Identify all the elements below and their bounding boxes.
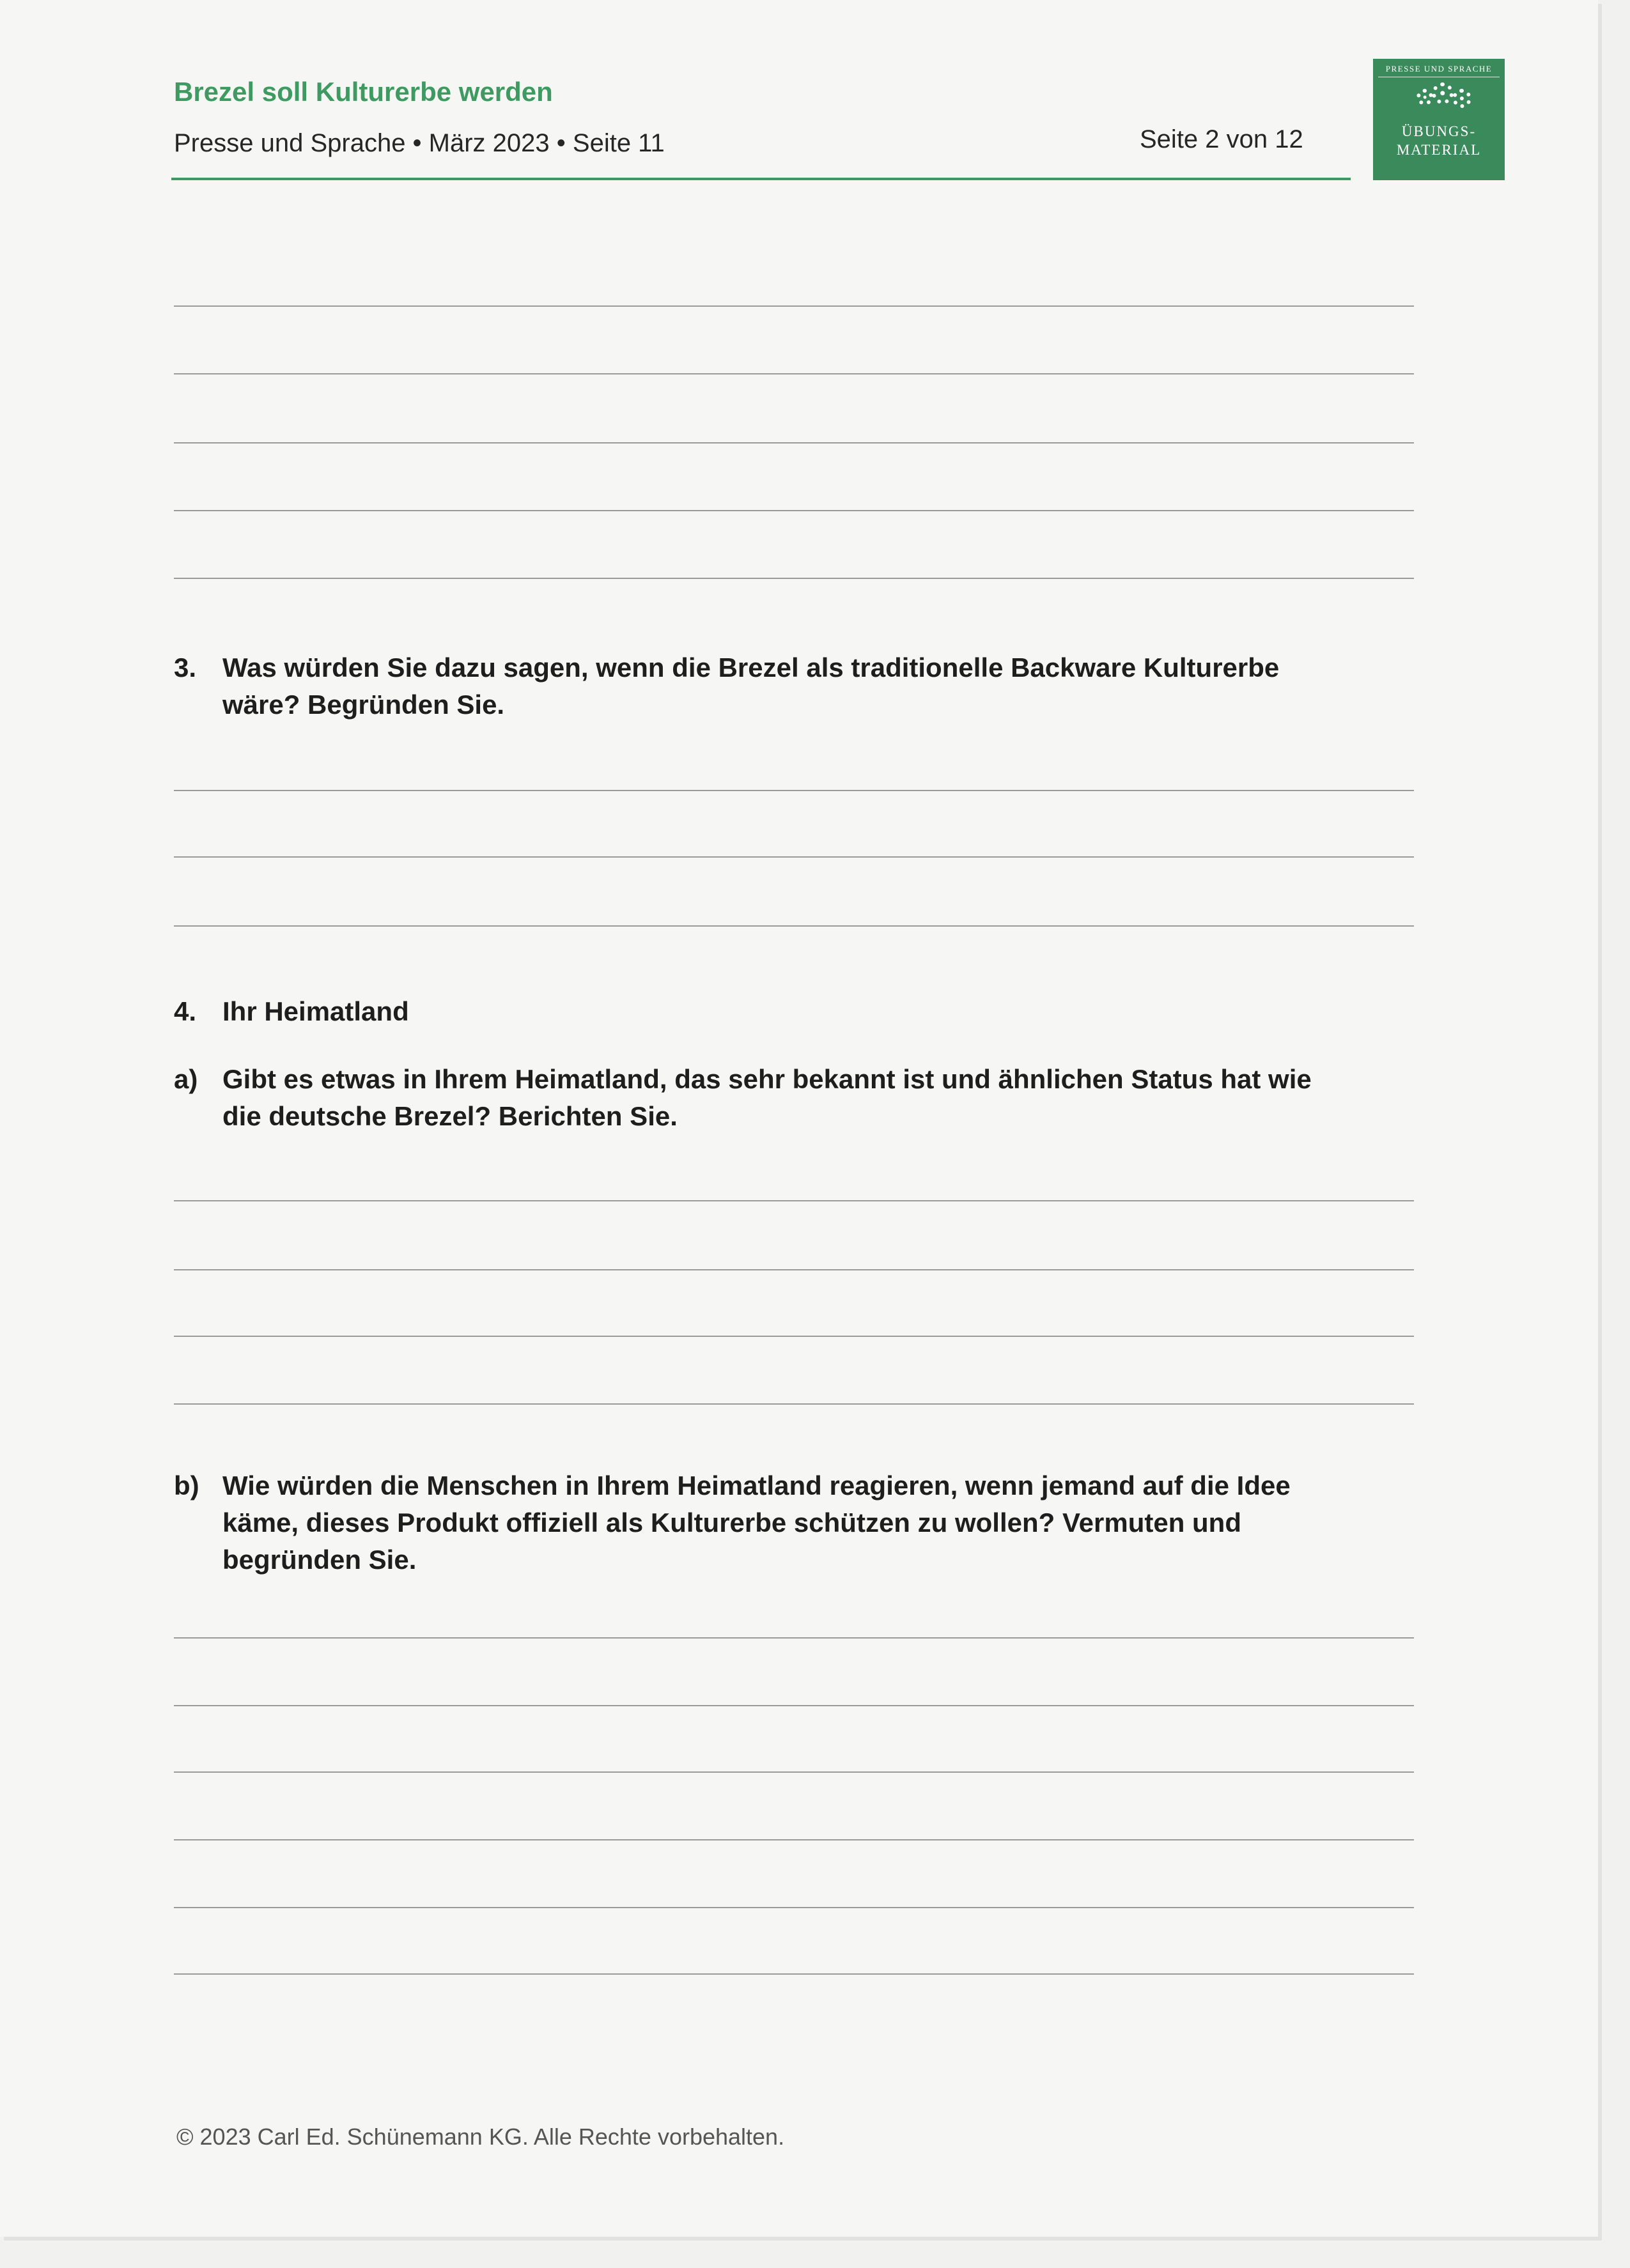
question-text-line: begründen Sie. <box>222 1545 417 1575</box>
question-number: 3. <box>174 652 197 683</box>
answer-line <box>174 1771 1414 1773</box>
answer-line <box>174 1839 1414 1840</box>
question-text-line: wäre? Begründen Sie. <box>222 690 505 720</box>
answer-line <box>174 305 1414 307</box>
publication-info: Presse und Sprache • März 2023 • Seite 11 <box>174 129 665 157</box>
answer-line <box>174 442 1414 444</box>
answer-line <box>174 925 1414 927</box>
question-number: b) <box>174 1470 199 1500</box>
copyright-notice: © 2023 Carl Ed. Schünemann KG. Alle Rechte vorbehalten. <box>176 2124 785 2150</box>
answer-line <box>174 578 1414 579</box>
worksheet-title: Brezel soll Kulturerbe werden <box>174 77 553 107</box>
question-text-line: die deutsche Brezel? Berichten Sie. <box>222 1101 678 1131</box>
answer-line <box>174 1269 1414 1270</box>
logo-label: ÜBUNGS- MATERIAL <box>1396 123 1482 158</box>
answer-line <box>174 856 1414 858</box>
question-text-line: Was würden Sie dazu sagen, wenn die Brezel als traditionelle Backware Kulturerbe <box>222 652 1280 683</box>
answer-line <box>174 373 1414 374</box>
answer-line <box>174 790 1414 791</box>
answer-line <box>174 1907 1414 1908</box>
answer-line <box>174 1973 1414 1975</box>
answer-line <box>174 1705 1414 1706</box>
uebungsmaterial-logo <box>1373 59 1505 180</box>
answer-line <box>174 1200 1414 1201</box>
answer-line <box>174 1336 1414 1337</box>
header-divider <box>171 178 1351 180</box>
question-text-line: Gibt es etwas in Ihrem Heimatland, das sehr bekannt ist und ähnlichen Status hat wie <box>222 1064 1312 1094</box>
gears-icon <box>1373 77 1505 122</box>
question-text-line: Ihr Heimatland <box>222 996 409 1026</box>
question-number: a) <box>174 1064 198 1094</box>
logo-publisher-text: PRESSE UND SPRACHE <box>1378 64 1500 77</box>
question-number: 4. <box>174 996 197 1026</box>
answer-line <box>174 510 1414 511</box>
answer-line <box>174 1637 1414 1639</box>
answer-line <box>174 1403 1414 1405</box>
page-indicator: Seite 2 von 12 <box>1140 125 1303 153</box>
question-text-line: käme, dieses Produkt offiziell als Kulturerbe schützen zu wollen? Vermuten und <box>222 1508 1241 1538</box>
question-text-line: Wie würden die Menschen in Ihrem Heimatland reagieren, wenn jemand auf die Idee <box>222 1470 1291 1500</box>
